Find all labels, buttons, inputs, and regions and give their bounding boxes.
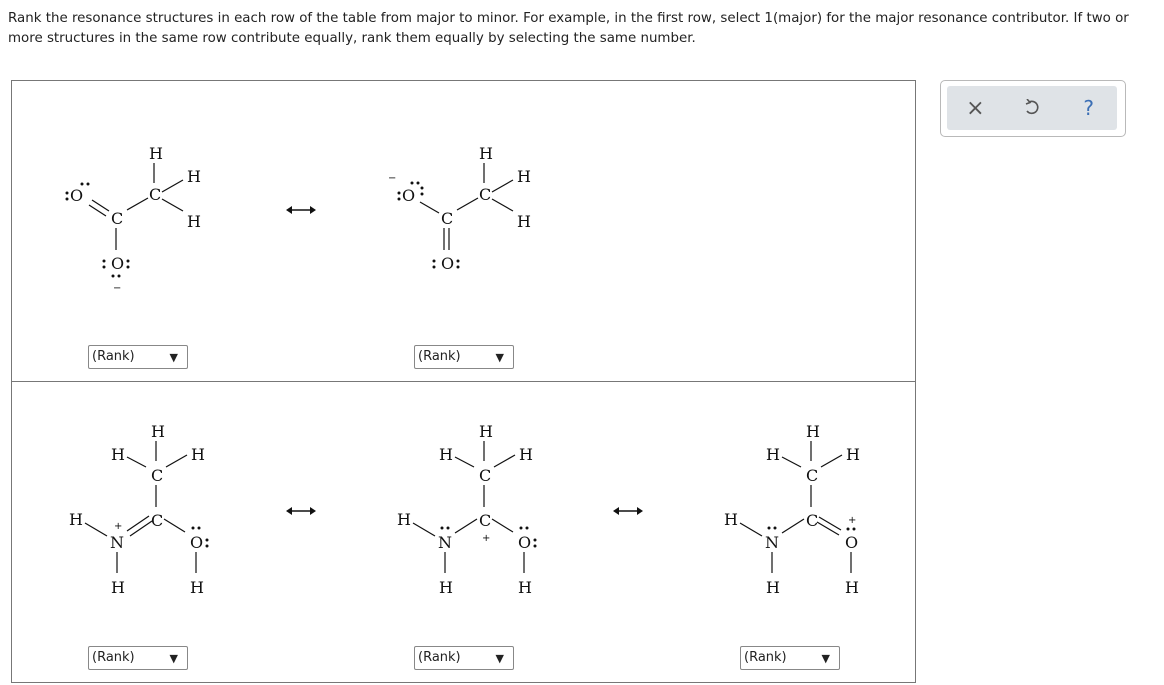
- atom-h: H: [724, 510, 738, 529]
- rank-select-placeholder: (Rank): [92, 349, 135, 364]
- rank-select[interactable]: [414, 646, 514, 670]
- charge-plus: +: [848, 515, 857, 526]
- atom-c: C: [149, 185, 162, 204]
- rank-select[interactable]: [414, 345, 514, 369]
- rank-select[interactable]: [88, 646, 188, 670]
- atom-c: C: [806, 511, 819, 530]
- atom-h: H: [187, 212, 201, 231]
- atom-n: N: [765, 533, 779, 552]
- atom-h: H: [519, 445, 533, 464]
- atom-h: H: [439, 445, 453, 464]
- atom-h: H: [439, 578, 453, 597]
- rank-select-placeholder: (Rank): [92, 650, 135, 665]
- rank-select[interactable]: [88, 345, 188, 369]
- atom-o: O: [190, 533, 204, 552]
- help-button[interactable]: [1071, 93, 1107, 123]
- structure-1-1: [55, 135, 225, 295]
- structure-2-1: [65, 415, 225, 600]
- resonance-arrow: [286, 205, 316, 215]
- atom-h: H: [111, 445, 125, 464]
- toolbar-panel: [940, 80, 1126, 137]
- atom-h: H: [190, 578, 204, 597]
- chevron-down-icon: ▼: [169, 652, 178, 665]
- chevron-down-icon: ▼: [821, 652, 830, 665]
- atom-h: H: [397, 510, 411, 529]
- toolbar: [947, 86, 1117, 130]
- structure-2-2: [393, 415, 553, 600]
- atom-c: C: [151, 466, 164, 485]
- rank-select-placeholder: (Rank): [418, 650, 461, 665]
- resonance-arrow: [613, 506, 643, 516]
- atom-h: H: [846, 445, 860, 464]
- close-icon: ×: [966, 95, 985, 121]
- instructions-text: Rank the resonance structures in each row of the table from major to minor. For example, in the first row, select 1(major) for the major resonance contributor. If two or more structures in the same row contribute equally, rank them equally by selecting the same number.: [8, 11, 1129, 46]
- atom-h: H: [479, 422, 493, 441]
- rank-select[interactable]: [740, 646, 840, 670]
- atom-h: H: [845, 578, 859, 597]
- undo-icon: [1024, 99, 1040, 117]
- help-icon: ?: [1083, 96, 1094, 120]
- atom-h: H: [766, 445, 780, 464]
- atom-n: N: [110, 533, 124, 552]
- atom-h: H: [69, 510, 83, 529]
- atom-h: H: [111, 578, 125, 597]
- atom-h: H: [187, 167, 201, 186]
- charge-minus: −: [388, 173, 397, 184]
- atom-o: O: [441, 254, 455, 273]
- chevron-down-icon: ▼: [169, 351, 178, 364]
- atom-o: O: [70, 186, 84, 205]
- close-button[interactable]: [957, 93, 993, 123]
- atom-h: H: [151, 422, 165, 441]
- row-divider: [11, 381, 916, 382]
- atom-h: H: [806, 422, 820, 441]
- atom-c: C: [806, 466, 819, 485]
- atom-c: C: [151, 511, 164, 530]
- atom-h: H: [479, 144, 493, 163]
- resonance-arrow: [286, 506, 316, 516]
- atom-o: O: [111, 254, 125, 273]
- atom-c: C: [111, 209, 124, 228]
- charge-minus: −: [113, 283, 122, 294]
- atom-h: H: [191, 445, 205, 464]
- atom-n: N: [438, 533, 452, 552]
- atom-c: C: [441, 209, 454, 228]
- atom-c: C: [479, 466, 492, 485]
- atom-o: O: [518, 533, 532, 552]
- chevron-down-icon: ▼: [495, 351, 504, 364]
- atom-h: H: [149, 144, 163, 163]
- structure-2-3: [720, 415, 880, 600]
- atom-o: O: [402, 186, 416, 205]
- atom-h: H: [766, 578, 780, 597]
- atom-h: H: [518, 578, 532, 597]
- charge-plus: +: [114, 521, 123, 532]
- atom-o: O: [845, 533, 859, 552]
- chevron-down-icon: ▼: [495, 652, 504, 665]
- atom-h: H: [517, 167, 531, 186]
- atom-h: H: [517, 212, 531, 231]
- atom-c: C: [479, 185, 492, 204]
- atom-c: C: [479, 511, 492, 530]
- charge-plus: +: [482, 533, 491, 544]
- undo-button[interactable]: [1014, 93, 1050, 123]
- rank-select-placeholder: (Rank): [418, 349, 461, 364]
- structure-1-2: [385, 135, 555, 295]
- rank-select-placeholder: (Rank): [744, 650, 787, 665]
